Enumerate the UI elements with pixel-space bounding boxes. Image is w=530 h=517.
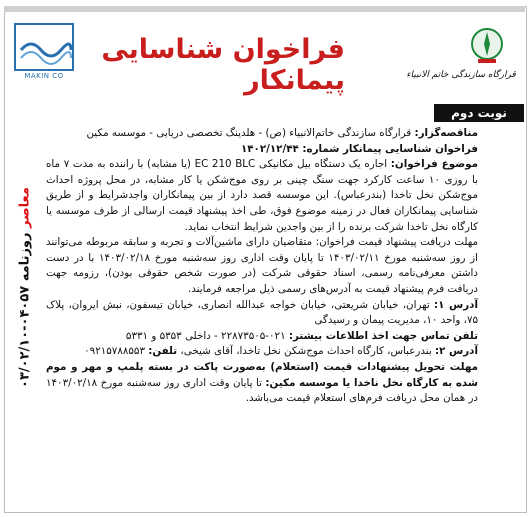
ad-title: فراخوان شناسایی پیمانکار [101,34,345,96]
newspaper-prefix: روزنامه [17,232,33,282]
submission-paragraph: مهلت تحویل پیشنهادات قیمت (استعلام) به‌صورت پاکت در بسته پلمپ و مهر و موم شده به کارگاه نخل ناخدا یا موسسه مکین: تا پایان وقت اداری روز سه‌شنبه مورخ ۱۴۰۳/۰۲/۱۸ در همان محل دریافت فرم‌های استعلام قیمت می‌باشد. [46,360,478,405]
makin-logo-text: MAKIN CO [24,72,64,80]
subject-paragraph: موضوع فراخوان: اجاره یک دستگاه بیل مکانیکی EC 210 BLC (یا مشابه) با راننده به مدت ۷ ماه با روزی ۱۰ ساعت کارکرد جهت سنگ چینی بر روی موج‌شکن یا کار مشابه، در محل پروژه احداث موج‌شکن نخل تاخدا (بندرعباس). این موسسه قصد دارد از بین پیمانکاران واجدشرایط و از طریق شناسایی پیمانکاران فعال در زمینه موضوع فوق، طی اخذ پیشنهاد قیمت ارسالی از طرف موسسه یا کارگاه نخل تاخدا شرکت برنده را از بین واجدین شرایط انتخاب نماید. [46,158,478,233]
round-badge: نوبت دوم [434,104,524,122]
ad-header [5,12,524,100]
org-signature: قرارگاه سازندگی خاتم الانبیاء [406,70,516,80]
phone-line: تلفن تماس جهت اخذ اطلاعات بیشتر: ۰۲۱-۲۲۸۷۳۵۰۵ - داخلی ۵۳۵۳ و ۵۳۳۱ [125,329,478,342]
address-1-line: آدرس ۱: تهران، خیابان شریعتی، خیابان خواجه عبدالله انصاری، خیابان تیسفون، نبش ایروان، پلاک ۷۵، واحد ۱۰، مدیریت پیمان و رسیدگی [46,298,478,327]
date-code: ۰۳/۰۲/۱۰-۰۴۰۵۷ [17,285,33,388]
makin-logo-icon [13,20,75,74]
newspaper-name: معاصر [17,187,33,228]
tenderer-line: مناقصه‌گزار: قرارگاه سازندگی خاتم‌الانبیاء (ص) - هلدینگ تخصصی دریایی - موسسه مکین [86,127,478,139]
ad-body [46,126,478,407]
makin-logo [13,20,75,86]
call-number-line: فراخوان شناسایی پیمانکار شماره: ۱۴۰۲/۱۲/۴۴ [240,142,478,155]
address-2-line: آدرس ۲: بندرعباس، کارگاه احداث موج‌شکن نخل تاخدا، آقای شیخی، تلفن: ۰۹۲۱۵۷۸۸۵۵۳ [84,345,478,358]
deadline-paragraph: مهلت دریافت پیشنهاد قیمت فراخوان: متقاضیان دارای ماشین‌آلات و تجربه و سابقه مربوطه می‌توانند از روز سه‌شنبه مورخ ۱۴۰۳/۰۲/۱۱ تا پایان وقت اداری روز سه‌شنبه مورخ ۱۴۰۳/۰۲/۱۸ با در دست داشتن معرفی‌نامه رسمی، اسناد حقوقی شرکت (در صورت شخص حقوقی بودن)، رزومه جهت دریافت فرم پیشنهاد قیمت به آدرس‌های رسمی ذیل مراجعه فرمایند. [46,236,478,295]
emblem-icon [470,26,504,66]
newspaper-side-label [0,110,50,440]
